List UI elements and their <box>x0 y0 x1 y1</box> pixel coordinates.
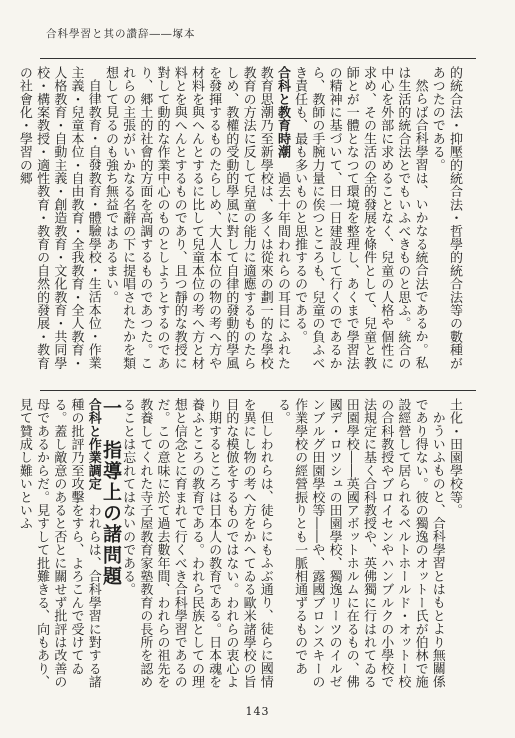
middle-rule <box>40 390 476 391</box>
paragraph-integration-method: 然らば合科學習は、いかなる統合法であるか。私は生活的統合法とでもいふべきものと思ふ。統合の中心を外部に求めることなく、兒童の人格や個性に求め、その生活の全的發展を條件として、兒童と教師とが一體となつて環境を整理し、あくまで學習法の精神に基づいて、日一日建設して行くのであるから、教師の手腕力量に俟つところも、兒童の負ふべき責任も、最も多いものと思推するのである。 <box>292 66 428 370</box>
chapter-heading: 一 指導上の諸問題 <box>99 398 122 587</box>
header-rule <box>40 58 476 59</box>
paragraph-continuation-lower: 土化・田園學校等。 <box>447 398 462 517</box>
section-paragraph-education-trends <box>102 66 291 382</box>
running-header: 合科學習と其の讚辞――塚本 <box>46 28 196 40</box>
page-number: 143 <box>245 705 270 718</box>
upper-text-block <box>16 66 463 382</box>
paragraph-continuation: 的統合法・抑壓的統合法・哲學的統合法等の數種があつたのである。 <box>429 66 462 370</box>
paragraph-education-terms: 自律教育・自發教育・體驗學校・生活本位・作業主義・兒童本位・自由教育・全我教育・全人教育・人格教育・自動主義・創造教育・文化教育・共同學校・構案教授・適性教育・教育の自然的發展・教育の社會化・學習の郷 <box>16 66 101 370</box>
section-text-education-trends: 過去十年間われらの耳目にふれた教育思潮乃至新學校は、多くは從來の劃一的な學校教育の方法に反して兒童の能力に適應するものたらしめ、教權的受動的學風に對して自律的發動的學風を發揮するものたらしめ、大人本位の物の考へ方や材料を與へんとするに比して兒童本位の考へ方と材料とを與へんとするものであり、且つ靜的な教授に對して動的な作業中心のものとしようとするのであり、郷土的社會的方面を高調するものであつた。これらの主張がいかなる名辭の下に提唱されたかを類想して見るのも強ち無益ではあるまい。 <box>102 66 290 370</box>
paragraph-foreign-schools: かういふものと、合科學習とはもとより無關係であり得ない。彼の獨逸のオットー氏が伯林で施設經營して居られるベルトホールド・オットー校の合科教授やブロイセンやハンブルクの小學校で法規定に基く合科教授や、英佛獨に行はれてゐる田園學校――英國アボットホルムに在るもの、佛國デ・ロツシュの田園學校、獨逸リーツのイルゼンブルグ田園學校等――や、露國ブロンスキーの作業學校の經營振りとも一脈相通ずるものである。 <box>274 398 445 689</box>
section-text-criticism: われらは、合科學習に對する諸種の批評乃至攻擊をすら、よろこんで受けてゐる。蓋し敵意のあると否とに關せず批評は改善の母であるからだ。見すして批難きる、向もあり、見て贊成し難いといふ <box>16 398 101 689</box>
section-paragraph-criticism <box>16 398 102 700</box>
section-heading-education-trends: 合科と教育時潮 <box>274 66 290 159</box>
lower-text-block <box>16 398 463 700</box>
section-heading-work-adjustment: 合科と作業調定 <box>85 398 101 491</box>
paragraph-japanese-education: 但しわれらは、徒らにもふぶ通り、徒らに國情を異にし物の考へ方をかへてゐる歐米諸學校の旨目的な模倣をするものではない。われらの衷心より期するところは日本人の教育である。日本魂を養ふところの教育である。われら民族としての理想と信念とに育まれて行くべき合科學習であるのだ。この意味に於て過去數年間、われらの祖先を教養してくれた寺子屋教育家塾教育の長所を認めることは忘れてはないのである。 <box>120 398 273 689</box>
